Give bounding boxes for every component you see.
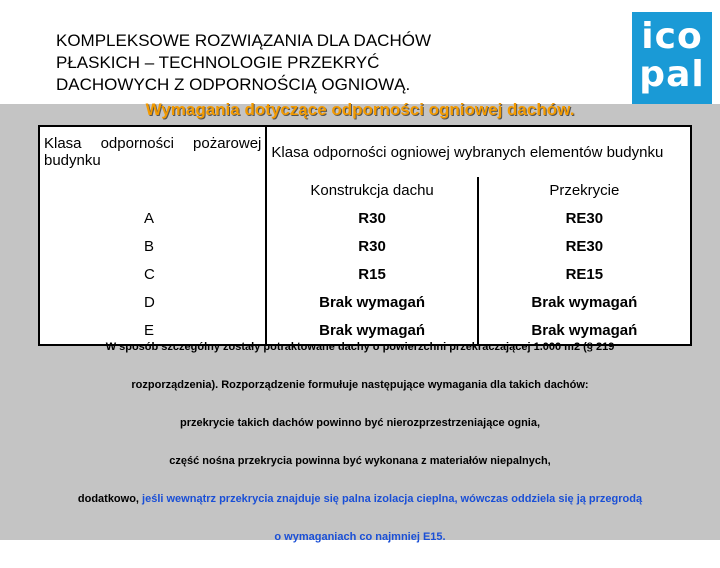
table-row [39, 204, 691, 232]
class-cell: E [39, 316, 266, 345]
roof-cell: R15 [266, 260, 477, 288]
note-line-5-highlight: jeśli wewnątrz przekrycia znajduje się palna izolacja cieplna, wówczas oddziela się ją przegrodą [138, 493, 643, 505]
cover-cell: Brak wymagań [531, 293, 638, 311]
header-element-class: Klasa odporności ogniowej wybranych elementów budynku [271, 143, 664, 161]
class-cell: D [39, 288, 266, 316]
roof-cell: R30 [266, 204, 477, 232]
roof-cell: Brak wymagań [266, 316, 477, 345]
table-row [39, 288, 691, 316]
logo-text-top: ico [641, 16, 703, 57]
roof-cell: Brak wymagań [266, 288, 477, 316]
cover-cell: RE15 [565, 265, 604, 283]
icopal-logo [632, 12, 712, 106]
title-line-2: PŁASKICH – TECHNOLOGIE PRZEKRYĆ [56, 53, 380, 72]
title-line-3: DACHOWYCH Z ODPORNOŚCIĄ OGNIOWĄ. [56, 75, 411, 94]
header-empty-cell [39, 177, 266, 204]
roof-cell: R30 [266, 232, 477, 260]
class-cell: C [39, 260, 266, 288]
table-row [39, 232, 691, 260]
class-cell: A [39, 204, 266, 232]
header-roof-structure: Konstrukcja dachu [266, 177, 477, 204]
note-line-3: przekrycie takich dachów powinno być nierozprzestrzeniające ognia, [179, 417, 541, 429]
table-row [39, 260, 691, 288]
notes-block [0, 340, 720, 568]
logo-text-bottom: pal [639, 54, 705, 95]
header-roof-covering: Przekrycie [549, 182, 620, 199]
note-line-5 [0, 492, 720, 530]
cover-cell: RE30 [565, 209, 604, 227]
section-subtitle: Wymagania dotyczące odporności ogniowej dachów. [145, 100, 575, 119]
requirements-table [38, 125, 692, 346]
cover-cell: Brak wymagań [531, 321, 638, 339]
page-title [56, 30, 616, 96]
note-line-2: rozporządzenia). Rozporządzenie formułuje następujące wymagania dla takich dachów: [131, 379, 589, 391]
cover-cell: RE30 [565, 237, 604, 255]
header-building-class: Klasa odporności pożarowej budynku [39, 126, 266, 177]
note-line-6: o wymaganiach co najmniej E15. [274, 531, 446, 543]
note-line-5-lead: dodatkowo, [77, 493, 139, 505]
title-line-1: KOMPLEKSOWE ROZWIĄZANIA DLA DACHÓW [56, 31, 431, 50]
note-line-1: W sposób szczególny zostały potraktowane dachy o powierzchni przekraczającej 1.000 m2 (§ 219 [105, 341, 615, 353]
class-cell: B [39, 232, 266, 260]
note-line-4: część nośna przekrycia powinna być wykonana z materiałów niepalnych, [169, 455, 551, 467]
